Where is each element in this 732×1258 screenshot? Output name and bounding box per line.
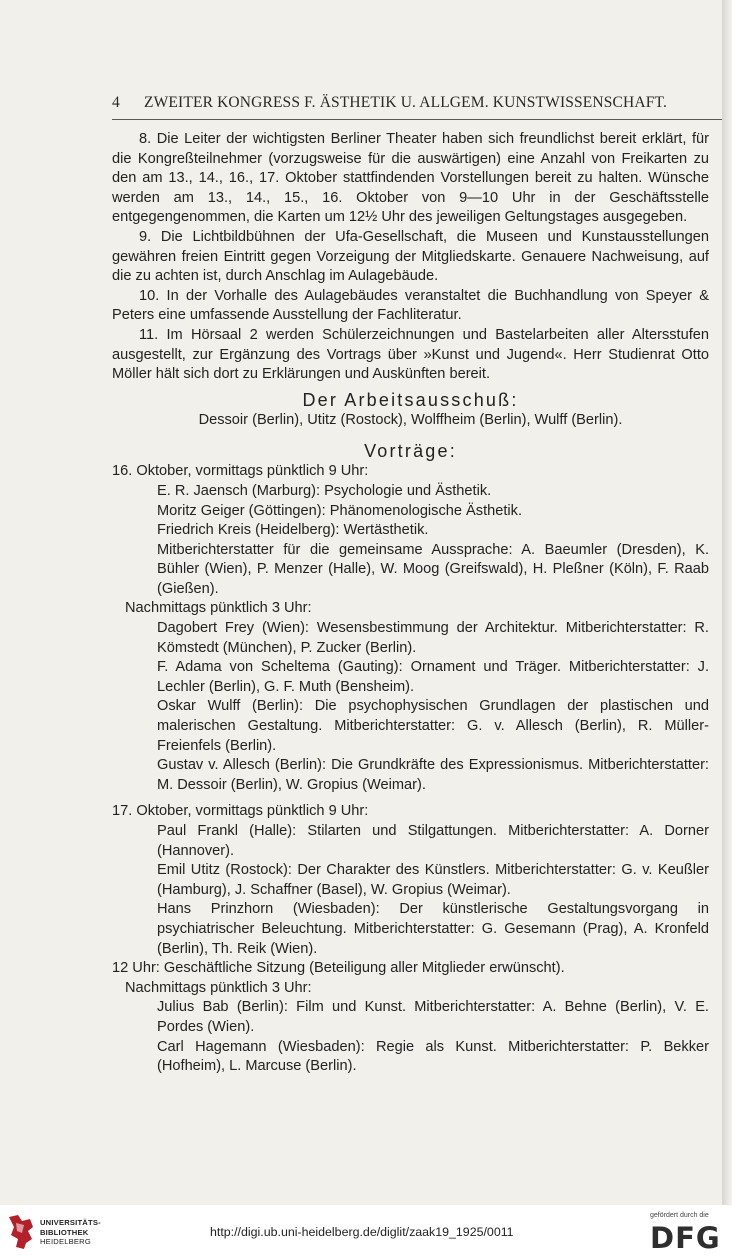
paragraph-9: 9. Die Lichtbildbühnen der Ufa-Gesellschaft, die Museen und Kunstausstellungen gewähren freien Eintritt gegen Vorzeigung der Mitgliedskarte. Genauere Nachweisung, auf die zu achten ist, durch Anschlag im Aulagebäude. xyxy=(112,228,709,285)
dfg-logo: DFG xyxy=(650,1221,721,1255)
lecture-entry: Hans Prinzhorn (Wiesbaden): Der künstlerische Gestaltungsvorgang in psychiatrischer Beleuchtung. Mitberichterstatter: G. Gesemann (Prag), A. Kronfeld (Berlin), Th. Reik (Wien). xyxy=(157,901,709,957)
lecture-entry: Gustav v. Allesch (Berlin): Die Grundkräfte des Expressionismus. Mitberichterstatter: M. Dessoir (Berlin), W. Gropius (Weimar). xyxy=(157,757,709,793)
running-title: ZWEITER KONGRESS F. ÄSTHETIK U. ALLGEM. KUNSTWISSENSCHAFT. xyxy=(144,94,667,111)
paragraph-11: 11. Im Hörsaal 2 werden Schülerzeichnungen und Bastelarbeiten aller Altersstufen ausgestellt, zur Ergänzung des Vortrags über »Kunst und Jugend«. Herr Studienrat Otto Möller hält sich dort zu Erklärungen und Auskünften bereit. xyxy=(112,326,709,383)
library-name xyxy=(40,1218,101,1247)
paragraph-8: 8. Die Leiter der wichtigsten Berliner Theater haben sich freundlichst bereit erklärt, für die Kongreßteilnehmer (vorzugsweise für die auswärtigen) eine Anzahl von Freikarten zu den am 13., 14., 16., 17. Oktober stattfindenden Vorstellungen bereit zu halten. Wünsche werden am 13., 14., 15., 16. Oktober von 9—10 Uhr in der Geschäftsstelle entgegengenommen, die Karten um 12½ Uhr des jeweiligen Geltungstages ausgegeben. xyxy=(112,131,709,226)
permalink-url[interactable]: http://digi.ub.uni-heidelberg.de/diglit/zaak19_1925/0011 xyxy=(210,1225,514,1239)
header-rule xyxy=(112,119,724,120)
lecture-entry: Paul Frankl (Halle): Stilarten und Stilgattungen. Mitberichterstatter: A. Dorner (Hannover). xyxy=(157,823,709,859)
day1-afternoon-heading: Nachmittags pünktlich 3 Uhr: xyxy=(125,600,312,617)
day1-morning-heading: 16. Oktober, vormittags pünktlich 9 Uhr: xyxy=(112,463,369,480)
library-name-line1: UNIVERSITÄTS- xyxy=(40,1218,101,1227)
library-city: HEIDELBERG xyxy=(40,1237,91,1247)
paragraph-10: 10. In der Vorhalle des Aulagebäudes veranstaltet die Buchhandlung von Speyer & Peters eine umfassende Ausstellung der Fachliteratur. xyxy=(112,287,709,324)
program-heading: Vorträge: xyxy=(364,441,457,462)
lecture-entry: Emil Utitz (Rostock): Der Charakter des Künstlers. Mitberichterstatter: G. v. Keußler (Hamburg), J. Schaffner (Basel), W. Gropius (Weimar). xyxy=(157,862,709,898)
page-number: 4 xyxy=(112,94,120,111)
committee-heading: Der Arbeitsausschuß: xyxy=(302,389,519,410)
page-body xyxy=(112,130,709,1077)
lecture-entry: Dagobert Frey (Wien): Wesensbestimmung der Architektur. Mitberichterstatter: R. Kömstedt (München), P. Zucker (Berlin). xyxy=(157,620,709,656)
lecture-entry: Moritz Geiger (Göttingen): Phänomenologische Ästhetik. xyxy=(157,502,523,519)
lecture-entry: E. R. Jaensch (Marburg): Psychologie und Ästhetik. xyxy=(157,482,492,499)
lecture-entry: Carl Hagemann (Wiesbaden): Regie als Kunst. Mitberichterstatter: P. Bekker (Hofheim), L. Marcuse (Berlin). xyxy=(157,1038,709,1075)
spacer xyxy=(112,795,709,802)
day2-afternoon-heading: Nachmittags pünktlich 3 Uhr: xyxy=(125,979,312,996)
respondents-entry: Mitberichterstatter für die gemeinsame Aussprache: A. Baeumler (Dresden), K. Bühler (Wien), P. Menzer (Halle), W. Moog (Greifswald), H. Pleßner (Köln), F. Raab (Gießen). xyxy=(157,541,709,597)
digitization-footer xyxy=(0,1205,732,1258)
page-edge xyxy=(722,0,732,1205)
lecture-entry: Oskar Wulff (Berlin): Die psychophysischen Grundlagen der plastischen und malerischen Gestaltung. Mitberichterstatter: G. v. Allesch (Berlin), R. Müller-Freienfels (Berlin). xyxy=(157,698,709,754)
heidelberg-lion-icon xyxy=(6,1213,36,1251)
lecture-entry: F. Adama von Scheltema (Gauting): Ornament und Träger. Mitberichterstatter: J. Lechler (Berlin), G. F. Muth (Bensheim). xyxy=(157,659,709,695)
lecture-entry: Friedrich Kreis (Heidelberg): Wertästhetik. xyxy=(157,522,429,539)
running-head xyxy=(112,94,717,118)
funding-note: gefördert durch die xyxy=(650,1212,709,1219)
lecture-entry: Julius Bab (Berlin): Film und Kunst. Mitberichterstatter: A. Behne (Berlin), V. E. Pordes (Wien). xyxy=(157,999,709,1035)
library-name-line2: BIBLIOTHEK xyxy=(40,1227,89,1237)
committee-members: Dessoir (Berlin), Utitz (Rostock), Wolffheim (Berlin), Wulff (Berlin). xyxy=(198,411,623,428)
business-meeting: 12 Uhr: Geschäftliche Sitzung (Beteiligung aller Mitglieder erwünscht). xyxy=(112,960,565,977)
day2-morning-heading: 17. Oktober, vormittags pünktlich 9 Uhr: xyxy=(112,803,369,820)
